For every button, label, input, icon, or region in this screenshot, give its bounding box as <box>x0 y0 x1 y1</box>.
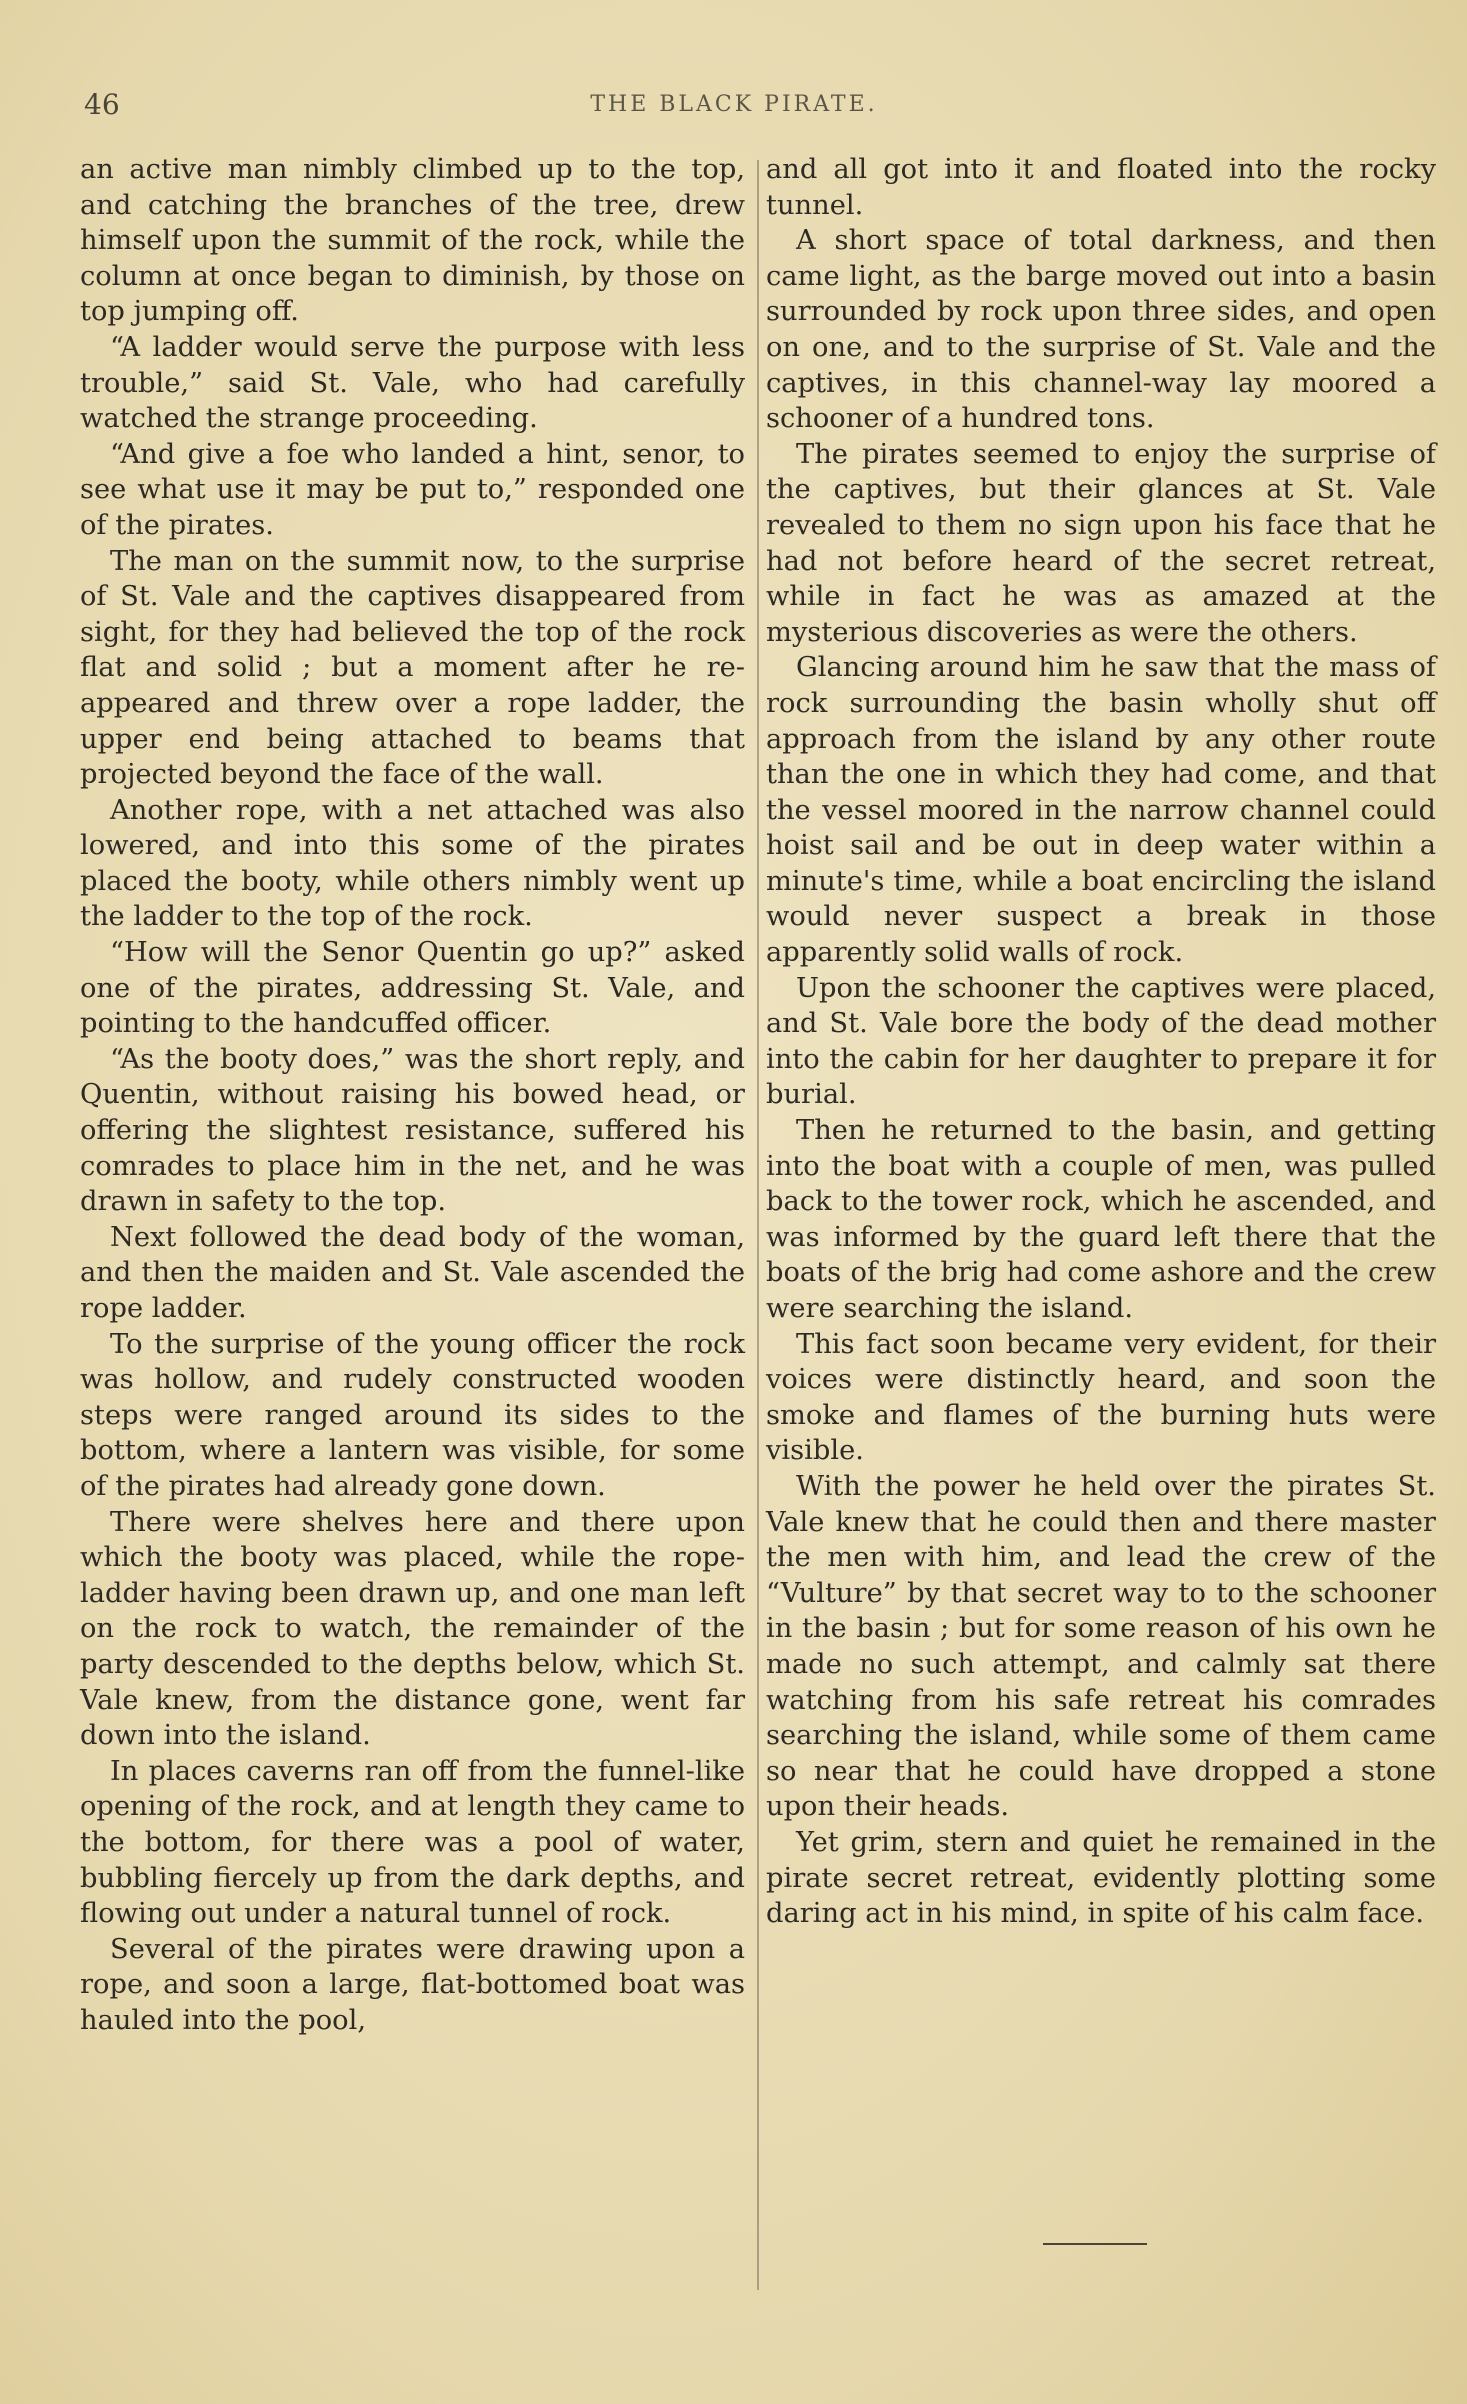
right-column <box>766 152 1436 1932</box>
page-number: 46 <box>84 88 120 121</box>
paragraph: There were shelves here and there upon which the booty was placed, while the rope-ladder having been drawn up, and one man left on the rock to watch, the remainder of the party descended to the depths below, which St. Vale knew, from the distance gone, went far down into the island. <box>80 1506 745 1752</box>
paragraph: The man on the summit now, to the surprise of St. Vale and the captives disappeared from sight, for they had believed the top of the rock flat and solid ; but a moment after he re-appeared and threw over a rope ladder, the upper end being attached to beams that projected beyond the face of the wall. <box>80 545 745 791</box>
paragraph: and all got into it and floated into the rocky tunnel. <box>766 154 1436 221</box>
paragraph: With the power he held over the pirates St. Vale knew that he could then and there master the men with him, and lead the crew of the “Vulture” by that secret way to to the schooner in the basin ; but for some reason of his own he made no such attempt, and calmly sat there watching from his safe retreat his comrades searching the island, while some of them came so near that he could have dropped a stone upon their heads. <box>766 1470 1436 1823</box>
paragraph: This fact soon became very evident, for their voices were distinctly heard, and soon the smoke and flames of the burning huts were visible. <box>766 1328 1436 1467</box>
paragraph: Several of the pirates were drawing upon a rope, and soon a large, flat-bottomed boat was hauled into the pool, <box>80 1933 745 2036</box>
paragraph: Another rope, with a net attached was also lowered, and into this some of the pirates placed the booty, while others nimbly went up the ladder to the top of the rock. <box>80 794 745 933</box>
paragraph: “As the booty does,” was the short reply, and Quentin, without raising his bowed head, or offering the slightest resistance, suffered his comrades to place him in the net, and he was drawn in safety to the top. <box>80 1043 745 1218</box>
paragraph: Next followed the dead body of the woman, and then the maiden and St. Vale ascended the rope ladder. <box>80 1221 745 1324</box>
paragraph: A short space of total darkness, and then came light, as the barge moved out into a basin surrounded by rock upon three sides, and open on one, and to the surprise of St. Vale and the captives, in this channel-way lay moored a schooner of a hundred tons. <box>766 225 1436 435</box>
paragraph: Then he returned to the basin, and getting into the boat with a couple of men, was pulled back to the tower rock, which he ascended, and was informed by the guard left there that the boats of the brig had come ashore and the crew were searching the island. <box>766 1115 1436 1324</box>
page-header <box>84 88 1384 128</box>
paragraph: Upon the schooner the captives were placed, and St. Vale bore the body of the dead mother into the cabin for her daughter to prepare it for burial. <box>766 972 1436 1111</box>
left-column <box>80 152 745 2038</box>
paragraph: “And give a foe who landed a hint, senor, to see what use it may be put to,” responded one of the pirates. <box>80 438 745 541</box>
paragraph: Yet grim, stern and quiet he remained in the pirate secret retreat, evidently plotting some daring act in his mind, in spite of his calm face. <box>766 1826 1436 1930</box>
paragraph: an active man nimbly climbed up to the top, and catching the branches of the tree, drew himself upon the summit of the rock, while the column at once began to diminish, by those on top jumping off. <box>80 154 745 328</box>
paragraph: To the surprise of the young officer the rock was hollow, and rudely constructed wooden steps were ranged around its sides to the bottom, where a lantern was visible, for some of the pirates had already gone down. <box>80 1328 745 1502</box>
paragraph: Glancing around him he saw that the mass of rock surrounding the basin wholly shut off approach from the island by any other route than the one in which they had come, and that the vessel moored in the narrow channel could hoist sail and be out in deep water within a minute's time, while a boat encircling the island would never suspect a break in those apparently solid walls of rock. <box>766 652 1436 969</box>
paragraph: The pirates seemed to enjoy the surprise of the captives, but their glances at St. Vale revealed to them no sign upon his face that he had not before heard of the secret retreat, while in fact he was as amazed at the mysterious discoveries as were the others. <box>766 438 1436 648</box>
paragraph: “A ladder would serve the purpose with less trouble,” said St. Vale, who had carefully watched the strange proceeding. <box>80 331 745 435</box>
paragraph: In places caverns ran off from the funnel-like opening of the rock, and at length they came to the bottom, for there was a pool of water, bubbling fiercely up from the dark depths, and flowing out under a natural tunnel of rock. <box>80 1755 745 1930</box>
end-rule <box>1043 2243 1147 2245</box>
paragraph: “How will the Senor Quentin go up?” asked one of the pirates, addressing St. Vale, and pointing to the handcuffed officer. <box>80 937 745 1040</box>
running-title: THE BLACK PIRATE. <box>590 92 878 117</box>
column-divider <box>757 160 759 2290</box>
